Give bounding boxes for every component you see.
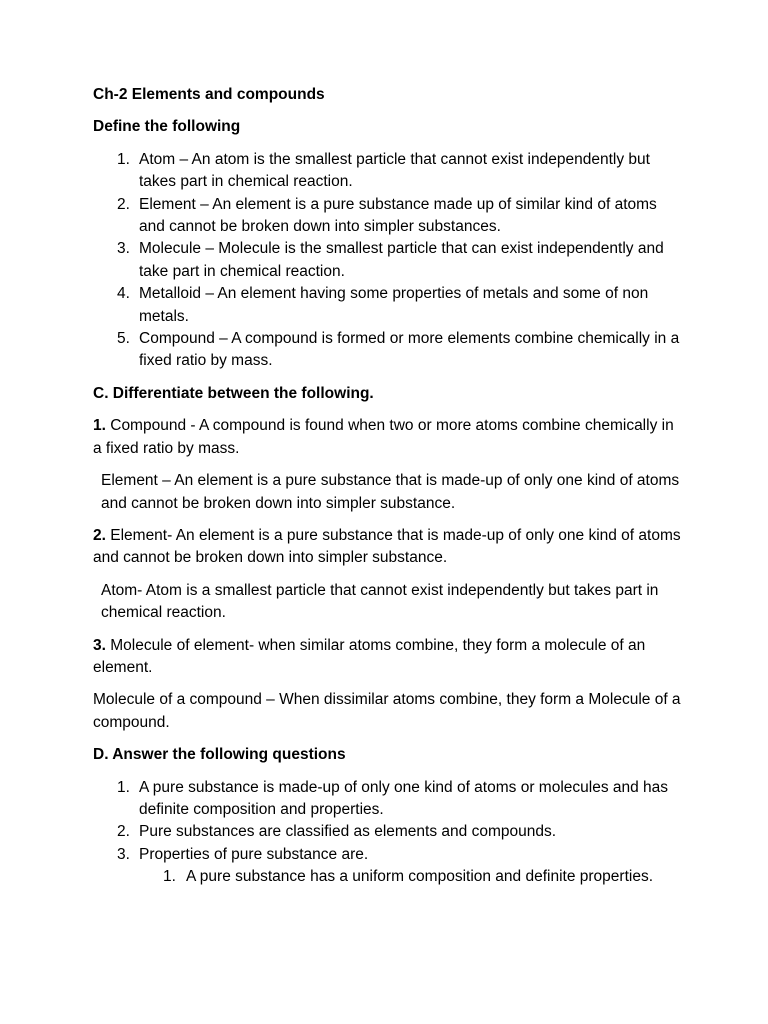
answer-item-text: Pure substances are classified as elements and compounds. [139,823,557,841]
define-heading: Define the following [93,118,241,136]
answer-item [93,844,683,889]
answer-sub-list [139,866,683,888]
define-item-text: Element – An element is a pure substance made up of similar kind of atoms and cannot be broken down into simpler substances. [139,195,657,236]
differentiate-pair-3-second: Molecule of a compound – When dissimilar atoms combine, they form a Molecule of a compound. [93,691,681,731]
define-item-number: 2. [117,195,130,213]
answer-item-number: 3. [117,845,130,863]
pair-text: Compound - A compound is found when two or more atoms combine chemically in a fixed ratio by mass. [93,417,674,457]
pair-number: 1. [93,417,106,435]
define-item-text: Compound – A compound is formed or more elements combine chemically in a fixed ratio by mass. [139,330,680,370]
answer-list [93,777,683,889]
answer-item-number: 2. [117,823,130,841]
answer-heading: D. Answer the following questions [93,746,346,764]
pair-text: Molecule of element- when similar atoms combine, they form a molecule of an element. [93,636,646,676]
define-list [93,149,683,373]
answer-sub-item [139,866,683,888]
define-item-text: Molecule – Molecule is the smallest particle that can exist independently and take part in chemical reaction. [139,240,664,280]
define-item-number: 3. [117,240,130,258]
pair-number: 2. [93,526,106,544]
chapter-title: Ch-2 Elements and compounds [93,86,325,103]
define-item [93,238,683,283]
answer-item-text: A pure substance is made-up of only one kind of atoms or molecules and has definite composition and properties. [139,778,669,818]
define-item [93,149,683,194]
define-item [93,328,683,373]
define-item [93,194,683,239]
answer-sub-item-text: A pure substance has a uniform composition and definite properties. [186,868,653,886]
differentiate-pair-1-first [93,415,683,460]
define-item [93,283,683,328]
answer-sub-item-number: 1. [163,868,176,886]
differentiate-pair-2-first [93,525,683,570]
define-item-text: Metalloid – An element having some properties of metals and some of non metals. [139,285,649,325]
define-item-number: 1. [117,150,130,168]
answer-item-text: Properties of pure substance are. [139,845,369,863]
differentiate-pair-3-first [93,635,683,680]
differentiate-pair-1-second: Element – An element is a pure substance that is made-up of only one kind of atoms and cannot be broken down into simpler substance. [101,472,680,512]
define-item-text: Atom – An atom is the smallest particle that cannot exist independently but takes part in chemical reaction. [139,150,650,191]
define-item-number: 5. [117,330,130,348]
document-page [93,84,683,899]
pair-text: Element- An element is a pure substance that is made-up of only one kind of atoms and cannot be broken down into simpler substance. [93,526,681,567]
pair-number: 3. [93,636,106,654]
differentiate-heading: C. Differentiate between the following. [93,384,374,402]
define-item-number: 4. [117,285,130,303]
answer-item [93,777,683,822]
answer-item-number: 1. [117,778,130,796]
differentiate-pair-2-second: Atom- Atom is a smallest particle that cannot exist independently but takes part in chemical reaction. [101,581,659,622]
answer-item [93,821,683,843]
